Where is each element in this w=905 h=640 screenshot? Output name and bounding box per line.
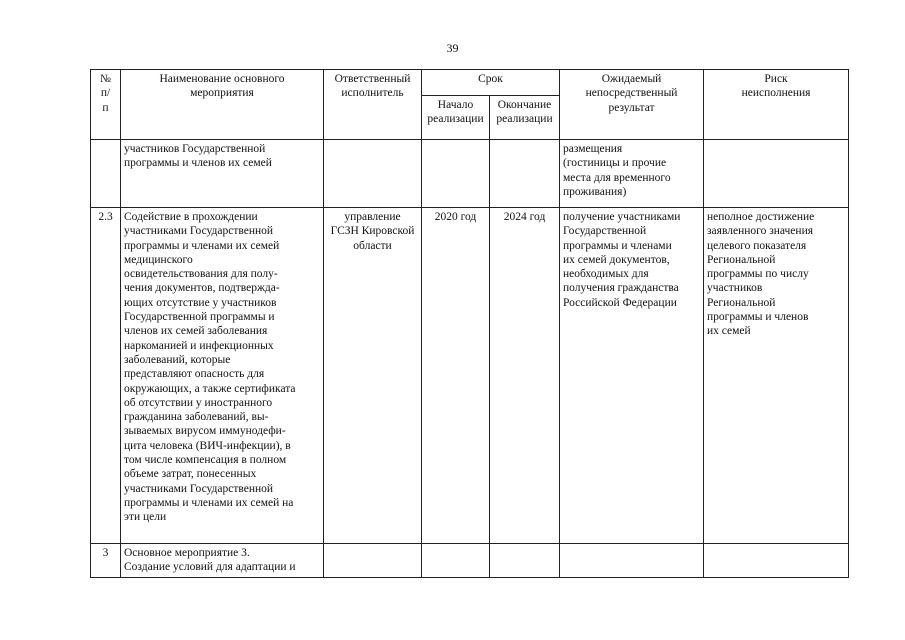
row-start — [422, 140, 490, 208]
row-responsible: управление ГСЗН Кировской области — [324, 208, 422, 544]
row-name: участников Государственной программы и членов их семей — [121, 140, 324, 208]
page-number: 39 — [446, 41, 459, 55]
header-end: Окончание реализации — [490, 96, 560, 140]
row-result: получение участниками Государственной программы и членами их семей документов, необходимых для получения гражданства Российской Федерации — [560, 208, 704, 544]
row-end — [490, 140, 560, 208]
row-name: Содействие в прохождении участниками Государственной программы и членами их семей медицинского освидетельствования для полу- чения документов, подтвержда- ющих отсутствие у участников Государственной программы и членов их семей заболевания наркоманией и инфекционных заболеваний, которые представляют опасность для окружающих, а также сертификата об отсутствии у иностранного гражданина заболеваний, вы- зываемых вирусом иммунодефи- цита человека (ВИЧ-инфекции), в том числе компенсация в полном объеме затрат, понесенных участниками Государственной программы и членами их семей на эти цели — [121, 208, 324, 544]
row-risk — [704, 544, 849, 578]
program-table — [90, 69, 849, 578]
header-risk: Риск неисполнения — [704, 70, 849, 140]
row-responsible — [324, 140, 422, 208]
header-term: Срок — [422, 70, 560, 96]
row-end — [490, 544, 560, 578]
header-num: № п/ п — [91, 70, 121, 140]
table-row — [91, 208, 849, 544]
header-result: Ожидаемый непосредственный результат — [560, 70, 704, 140]
row-end: 2024 год — [490, 208, 560, 544]
row-risk — [704, 140, 849, 208]
table-row — [91, 544, 849, 578]
row-responsible — [324, 544, 422, 578]
row-num — [91, 140, 121, 208]
row-result — [560, 544, 704, 578]
header-responsible: Ответственный исполнитель — [324, 70, 422, 140]
row-start — [422, 544, 490, 578]
row-num: 3 — [91, 544, 121, 578]
row-risk: неполное достижение заявленного значения целевого показателя Региональной программы по числу участников Региональной программы и членов их семей — [704, 208, 849, 544]
header-start: Начало реализации — [422, 96, 490, 140]
table-row — [91, 140, 849, 208]
row-start: 2020 год — [422, 208, 490, 544]
header-name: Наименование основного мероприятия — [121, 70, 324, 140]
row-name: Основное мероприятие 3. Создание условий для адаптации и — [121, 544, 324, 578]
row-num: 2.3 — [91, 208, 121, 544]
row-result: размещения (гостиницы и прочие места для временного проживания) — [560, 140, 704, 208]
